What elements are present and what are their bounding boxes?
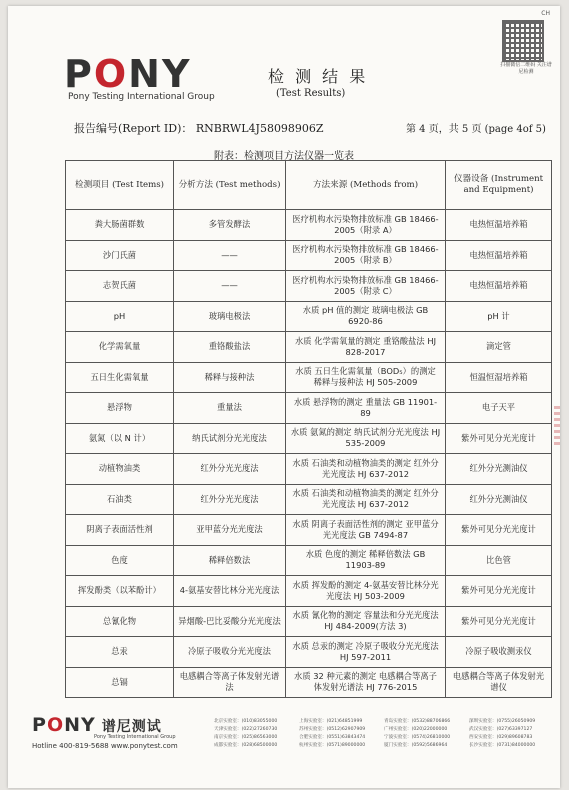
table-row bbox=[66, 271, 552, 302]
cell-instrument: 电热恒温培养箱 bbox=[446, 240, 552, 271]
cell-instrument: 紫外可见分光光度计 bbox=[446, 515, 552, 546]
cell-instrument: 滴定管 bbox=[446, 332, 552, 363]
contact-entry: 武汉实验室：(027)63397127 bbox=[469, 727, 533, 732]
cell-method-source: 水质 色度的测定 稀释倍数法 GB 11903-89 bbox=[286, 545, 446, 576]
cell-method-source: 水质 石油类和动植物油类的测定 红外分光光度法 HJ 637-2012 bbox=[286, 454, 446, 485]
header-methods-from: 方法来源 (Methods from) bbox=[286, 161, 446, 210]
cell-instrument: 紫外可见分光光度计 bbox=[446, 606, 552, 637]
cell-instrument: pH 计 bbox=[446, 301, 552, 332]
cell-method-source: 医疗机构水污染物排放标准 GB 18466-2005（附录 A） bbox=[286, 210, 446, 241]
seal-edge-mark bbox=[554, 406, 560, 446]
report-id-value: RNBRWL4J58098906Z bbox=[195, 122, 324, 135]
cell-test-method: 红外分光光度法 bbox=[174, 454, 286, 485]
contact-entry: 苏州实验室：(0512)62907909 bbox=[299, 727, 366, 732]
cell-method-source: 水质 pH 值的测定 玻璃电极法 GB 6920-86 bbox=[286, 301, 446, 332]
cell-instrument: 冷原子吸收测汞仪 bbox=[446, 637, 552, 668]
footer-logo-text: PONY bbox=[32, 714, 96, 736]
table-row bbox=[66, 606, 552, 637]
cell-test-method: 电感耦合等离子体发射光谱法 bbox=[174, 667, 286, 698]
logo-text: PONY bbox=[64, 52, 192, 96]
company-logo bbox=[64, 52, 192, 96]
cell-test-method: 异烟酸-巴比妥酸分光光度法 bbox=[174, 606, 286, 637]
contact-entry: 厦门实验室：(0592)5686964 bbox=[384, 743, 448, 748]
header-instrument: 仪器设备 (Instrument and Equipment) bbox=[446, 161, 552, 210]
table-row bbox=[66, 423, 552, 454]
cell-test-method: 亚甲蓝分光光度法 bbox=[174, 515, 286, 546]
footer-logo bbox=[32, 714, 162, 736]
cell-test-method: —— bbox=[174, 240, 286, 271]
cell-instrument: 紫外可见分光光度计 bbox=[446, 576, 552, 607]
qr-code-icon bbox=[502, 20, 544, 62]
footer-contacts bbox=[214, 718, 554, 749]
cell-test-method: 多管发酵法 bbox=[174, 210, 286, 241]
cell-test-item: 阴离子表面活性剂 bbox=[66, 515, 174, 546]
cell-method-source: 水质 五日生化需氧量（BOD₅）的测定 稀释与接种法 HJ 505-2009 bbox=[286, 362, 446, 393]
cell-test-method: 玻璃电极法 bbox=[174, 301, 286, 332]
contact-entry: 西安实验室：(029)89608783 bbox=[469, 735, 533, 740]
cell-method-source: 水质 氰化物的测定 容量法和分光光度法 HJ 484-2009(方法 3) bbox=[286, 606, 446, 637]
cell-method-source: 水质 32 种元素的测定 电感耦合等离子体发射光谱法 HJ 776-2015 bbox=[286, 667, 446, 698]
cell-method-source: 水质 悬浮物的测定 重量法 GB 11901-89 bbox=[286, 393, 446, 424]
header-test-items: 检测项目 (Test Items) bbox=[66, 161, 174, 210]
cell-test-method: —— bbox=[174, 271, 286, 302]
cell-instrument: 电子天平 bbox=[446, 393, 552, 424]
footer-hotline: Hotline 400-819-5688 www.ponytest.com bbox=[32, 742, 178, 750]
contact-entry: 成都实验室：(028)68500000 bbox=[214, 743, 278, 748]
cell-test-item: 氨氮（以 N 计） bbox=[66, 423, 174, 454]
cell-method-source: 水质 石油类和动植物油类的测定 红外分光光度法 HJ 637-2012 bbox=[286, 484, 446, 515]
cell-test-item: 五日生化需氧量 bbox=[66, 362, 174, 393]
cell-method-source: 水质 挥发酚的测定 4-氨基安替比林分光光度法 HJ 503-2009 bbox=[286, 576, 446, 607]
page-code: CH bbox=[541, 10, 550, 17]
footer-logo-en: Pony Testing International Group bbox=[94, 734, 176, 740]
table-row bbox=[66, 484, 552, 515]
page-number: 第 4 页，共 5 页 (page 4of 5) bbox=[406, 124, 546, 135]
cell-test-method: 稀释与接种法 bbox=[174, 362, 286, 393]
cell-test-method: 4-氨基安替比林分光光度法 bbox=[174, 576, 286, 607]
table-row bbox=[66, 667, 552, 698]
cell-instrument: 红外分光测油仪 bbox=[446, 454, 552, 485]
cell-test-item: 动植物油类 bbox=[66, 454, 174, 485]
cell-test-method: 重铬酸盐法 bbox=[174, 332, 286, 363]
cell-instrument: 恒温恒湿培养箱 bbox=[446, 362, 552, 393]
cell-method-source: 水质 氨氮的测定 纳氏试剂分光光度法 HJ 535-2009 bbox=[286, 423, 446, 454]
cell-test-item: 志贺氏菌 bbox=[66, 271, 174, 302]
cell-test-item: 挥发酚类（以苯酚计） bbox=[66, 576, 174, 607]
cell-test-item: 悬浮物 bbox=[66, 393, 174, 424]
document-title-en: (Test Results) bbox=[276, 88, 346, 99]
cell-test-item: 石油类 bbox=[66, 484, 174, 515]
cell-test-method: 稀释倍数法 bbox=[174, 545, 286, 576]
table-row bbox=[66, 576, 552, 607]
contact-entry: 天津实验室：(022)27260730 bbox=[214, 727, 278, 732]
contact-entry: 广州实验室：(020)22000000 bbox=[384, 727, 448, 732]
cell-test-method: 重量法 bbox=[174, 393, 286, 424]
document-title: 检 测 结 果 bbox=[268, 67, 369, 86]
cell-method-source: 水质 总汞的测定 冷原子吸收分光光度法 HJ 597-2011 bbox=[286, 637, 446, 668]
cell-test-item: pH bbox=[66, 301, 174, 332]
contact-entry: 北京实验室：(010)83055000 bbox=[214, 719, 278, 724]
table-row bbox=[66, 362, 552, 393]
header-test-methods: 分析方法 (Test methods) bbox=[174, 161, 286, 210]
cell-method-source: 医疗机构水污染物排放标准 GB 18466-2005（附录 B） bbox=[286, 240, 446, 271]
table-row bbox=[66, 210, 552, 241]
table-header-row bbox=[66, 161, 552, 210]
cell-test-item: 总氰化物 bbox=[66, 606, 174, 637]
cell-test-item: 色度 bbox=[66, 545, 174, 576]
methods-table-wrapper bbox=[65, 160, 551, 698]
table-row bbox=[66, 301, 552, 332]
contact-entry: 长沙实验室：(0731)84000000 bbox=[469, 743, 536, 748]
report-id-label: 报告编号(Report ID)： bbox=[74, 122, 193, 135]
cell-instrument: 红外分光测油仪 bbox=[446, 484, 552, 515]
cell-method-source: 水质 化学需氧量的测定 重铬酸盐法 HJ 828-2017 bbox=[286, 332, 446, 363]
contact-entry: 上海实验室：(021)64851999 bbox=[299, 719, 363, 724]
report-id-line bbox=[74, 120, 324, 136]
cell-instrument: 电热恒温培养箱 bbox=[446, 271, 552, 302]
contact-entry: 宁波实验室：(0574)26810000 bbox=[384, 735, 451, 740]
contact-entry: 南京实验室：(025)86563000 bbox=[214, 735, 278, 740]
logo-subtitle: Pony Testing International Group bbox=[68, 92, 215, 102]
cell-test-method: 纳氏试剂分光光度法 bbox=[174, 423, 286, 454]
contact-entry: 深圳实验室：(0755)26050909 bbox=[469, 719, 536, 724]
contact-entry: 合肥实验室：(0551)63843474 bbox=[299, 735, 366, 740]
qr-caption: 扫描微信二维码 关注谱尼检测 bbox=[500, 62, 552, 75]
table-row bbox=[66, 637, 552, 668]
table-row bbox=[66, 393, 552, 424]
cell-instrument: 电感耦合等离子体发射光谱仪 bbox=[446, 667, 552, 698]
cell-method-source: 水质 阴离子表面活性剂的测定 亚甲蓝分光光度法 GB 7494-87 bbox=[286, 515, 446, 546]
cell-test-item: 粪大肠菌群数 bbox=[66, 210, 174, 241]
cell-test-item: 总镉 bbox=[66, 667, 174, 698]
table-row bbox=[66, 454, 552, 485]
contact-entry: 青岛实验室：(0532)88706866 bbox=[384, 719, 451, 724]
footer-logo-cn: 谱尼测试 bbox=[101, 719, 162, 735]
cell-test-item: 沙门氏菌 bbox=[66, 240, 174, 271]
cell-test-item: 总汞 bbox=[66, 637, 174, 668]
cell-method-source: 医疗机构水污染物排放标准 GB 18466-2005（附录 C） bbox=[286, 271, 446, 302]
cell-instrument: 比色管 bbox=[446, 545, 552, 576]
table-row bbox=[66, 332, 552, 363]
cell-instrument: 紫外可见分光光度计 bbox=[446, 423, 552, 454]
methods-table bbox=[65, 160, 552, 698]
table-row bbox=[66, 240, 552, 271]
report-page bbox=[8, 6, 560, 788]
cell-instrument: 电热恒温培养箱 bbox=[446, 210, 552, 241]
cell-test-method: 红外分光光度法 bbox=[174, 484, 286, 515]
table-row bbox=[66, 515, 552, 546]
table-row bbox=[66, 545, 552, 576]
appendix-title: 附表：检测项目方法仪器一览表 bbox=[214, 151, 354, 162]
cell-test-method: 冷原子吸收分光光度法 bbox=[174, 637, 286, 668]
contact-entry: 杭州实验室：(0571)89000000 bbox=[299, 743, 366, 748]
cell-test-item: 化学需氧量 bbox=[66, 332, 174, 363]
